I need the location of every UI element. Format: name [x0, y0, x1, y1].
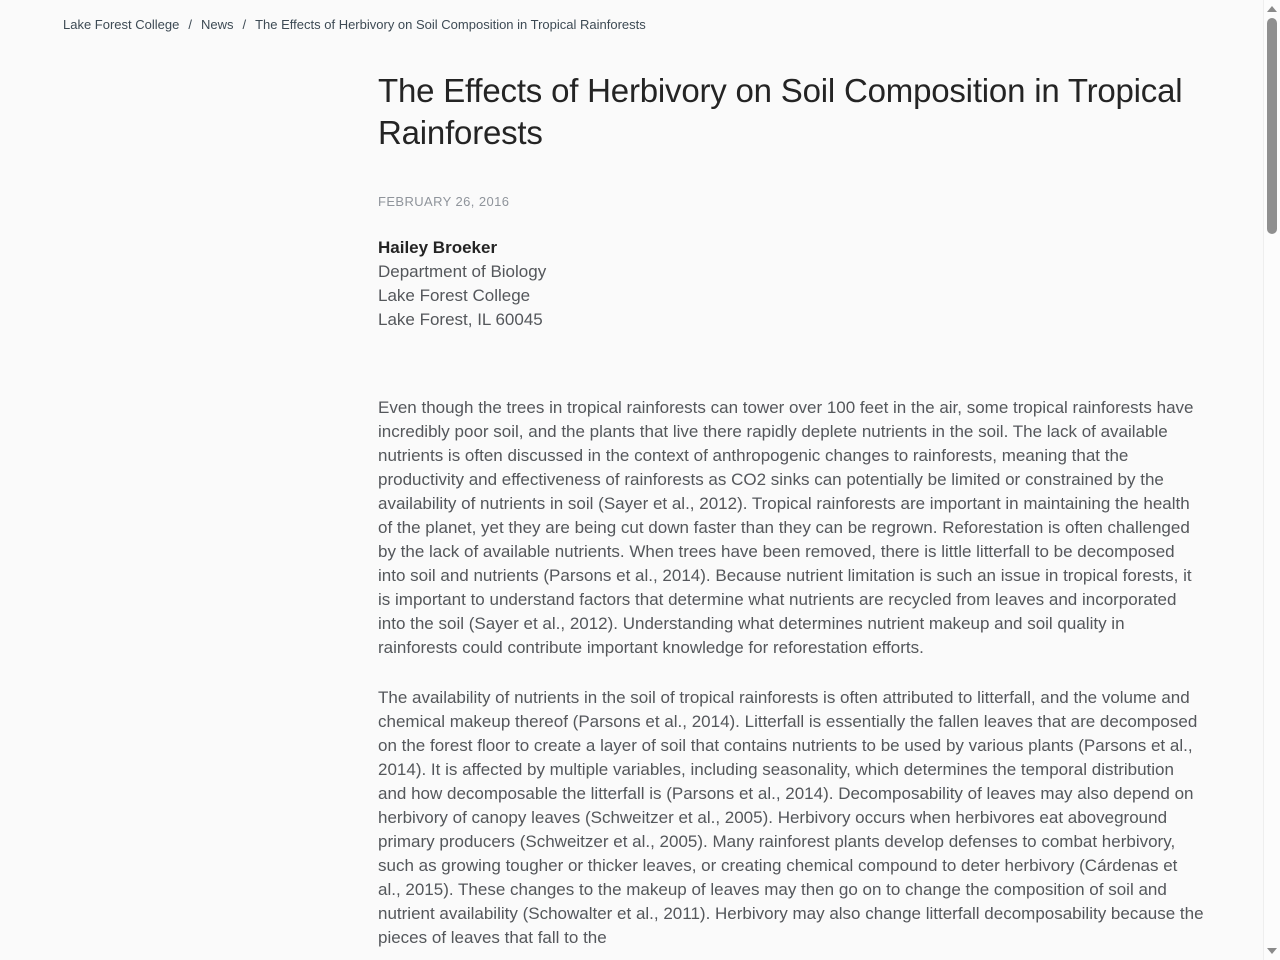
author-department: Department of Biology — [378, 262, 547, 281]
article-body — [378, 396, 1204, 950]
vertical-scrollbar[interactable] — [1263, 0, 1280, 960]
scroll-down-arrow-icon[interactable] — [1267, 948, 1277, 954]
author-location: Lake Forest, IL 60045 — [378, 310, 543, 329]
breadcrumb-item-home[interactable]: Lake Forest College — [63, 17, 180, 32]
breadcrumb-item-news[interactable]: News — [200, 17, 234, 32]
article-paragraph: Even though the trees in tropical rainforests can tower over 100 feet in the air, some tropical rainforests have incredibly poor soil, and the plants that live there rapidly deplete nutrients in the soil. The lack of available nutrients is often discussed in the context of anthropogenic changes to rainforests, meaning that the productivity and effectiveness of rainforests as CO2 sinks can potentially be limited or constrained by the availability of nutrients in soil (Sayer et al., 2012). Tropical rainforests are important in maintaining the health of the planet, yet they are being cut down faster than they can be regrown. Reforestation is often challenged by the lack of available nutrients. When trees have been removed, there is little litterfall to be decomposed into soil and nutrients (Parsons et al., 2014). Because nutrient limitation is such an issue in tropical forests, it is important to understand factors that determine what nutrients are recycled from leaves and incorporated into the soil (Sayer et al., 2012). Understanding what determines nutrient makeup and soil quality in rainforests could contribute important knowledge for reforestation efforts. — [378, 398, 1194, 657]
breadcrumb-separator: / — [242, 17, 247, 32]
breadcrumb — [0, 0, 1280, 32]
scrollbar-thumb[interactable] — [1267, 18, 1277, 234]
author-name: Hailey Broeker — [378, 238, 498, 257]
breadcrumb-separator: / — [188, 17, 192, 32]
scroll-up-arrow-icon[interactable] — [1267, 6, 1277, 12]
page-title: The Effects of Herbivory on Soil Composition in Tropical Rainforests — [378, 72, 1183, 151]
article-paragraph: The availability of nutrients in the soil of tropical rainforests is often attributed to litterfall, and the volume and chemical makeup thereof (Parsons et al., 2014). Litterfall is essentially the fallen leaves that are decomposed on the forest floor to create a layer of soil that contains nutrients to be used by various plants (Parsons et al., 2014). It is affected by multiple variables, including seasonality, which determines the temporal distribution and how decomposable the litterfall is (Parsons et al., 2014). Decomposability of leaves may also depend on herbivory of canopy leaves (Schweitzer et al., 2005). Herbivory occurs when herbivores eat aboveground primary producers (Schweitzer et al., 2005). Many rainforest plants develop defenses to combat herbivory, such as growing tougher or thicker leaves, or creating chemical compound to deter herbivory (Cárdenas et al., 2015). These changes to the makeup of leaves may then go on to change the composition of soil and nutrient availability (Schowalter et al., 2011). Herbivory may also change litterfall decomposability because the pieces of leaves that fall to the — [378, 688, 1204, 947]
article-content — [378, 70, 1204, 950]
article-date: FEBRUARY 26, 2016 — [378, 194, 510, 209]
author-institution: Lake Forest College — [378, 286, 531, 305]
breadcrumb-item-current-article: The Effects of Herbivory on Soil Composition in Tropical Rainforests — [255, 17, 646, 32]
author-block — [378, 236, 1204, 332]
